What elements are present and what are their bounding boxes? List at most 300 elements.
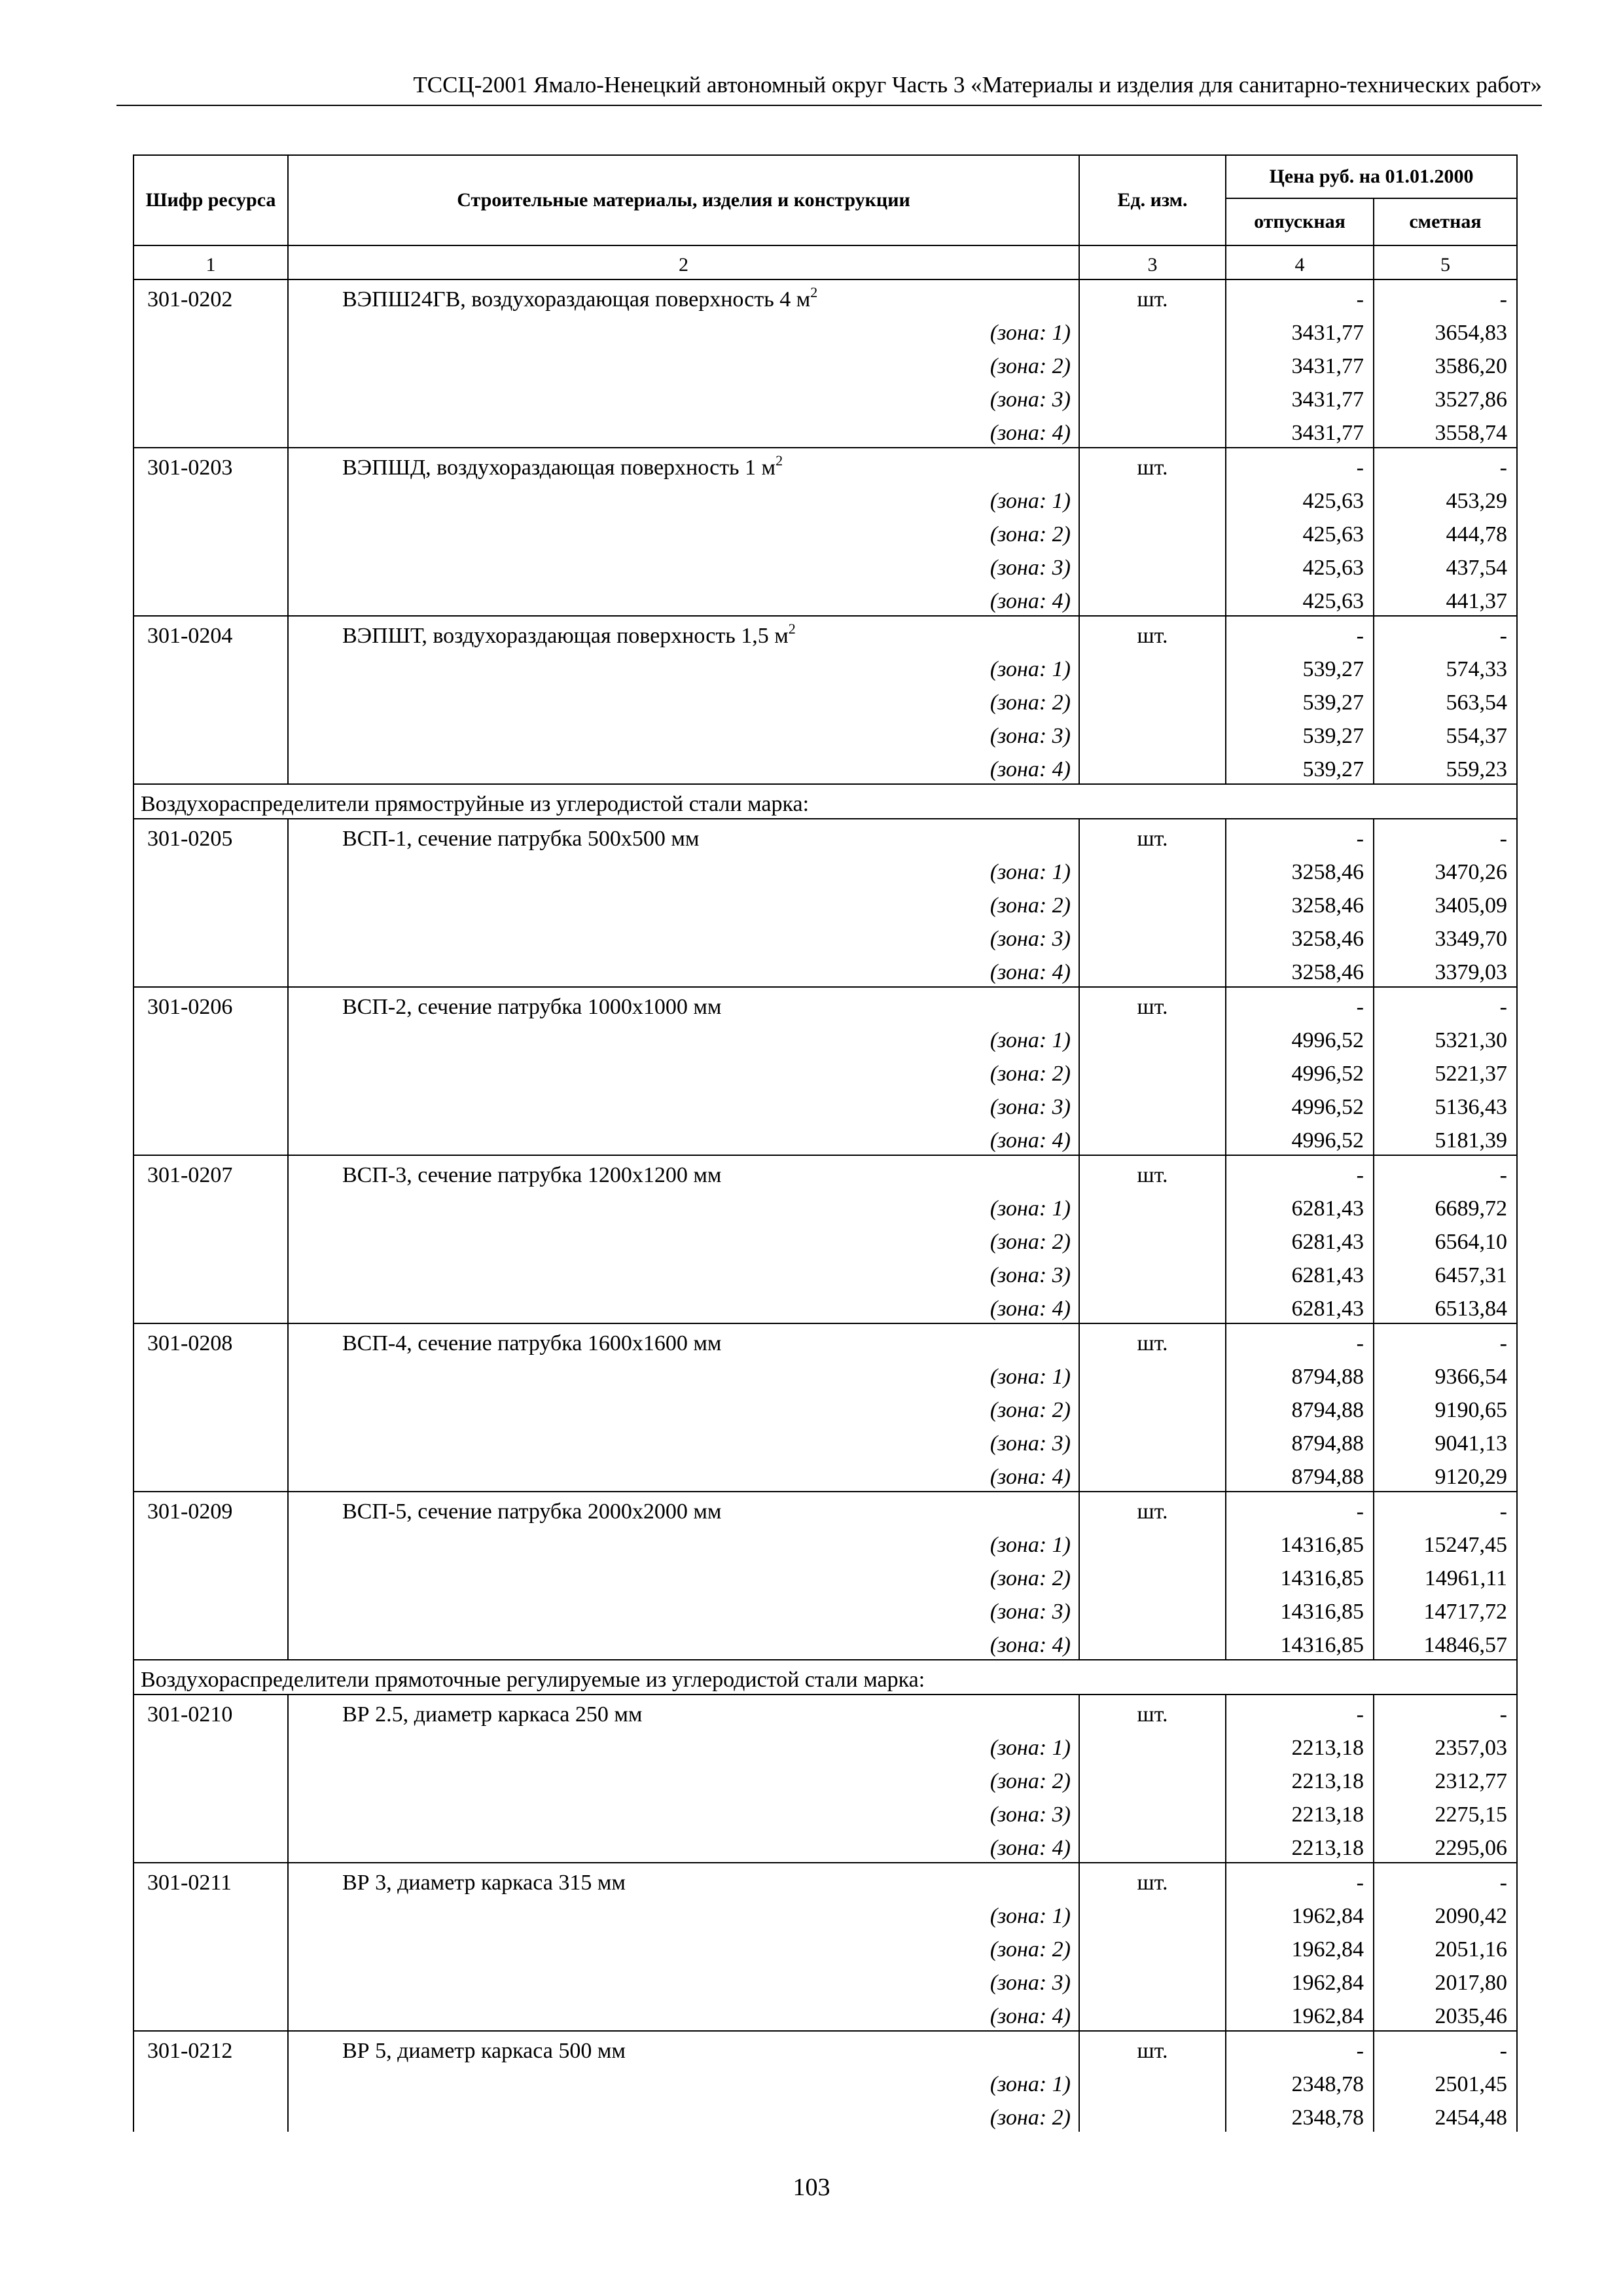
- release-price: [1226, 819, 1374, 853]
- estimate-price: [1374, 448, 1517, 482]
- estimate-price: [1374, 683, 1517, 717]
- zone-row: [134, 1897, 1517, 1930]
- resource-code: [134, 1492, 288, 1526]
- empty-cell: [1079, 414, 1226, 448]
- release-price-text: -: [1356, 624, 1364, 648]
- empty-cell: [1079, 750, 1226, 784]
- unit-cell: [1079, 1155, 1226, 1189]
- estimate-price: [1374, 1357, 1517, 1391]
- resource-code-text: 301-0211: [147, 1871, 232, 1895]
- zone-label: [288, 380, 1079, 414]
- zone-label: [288, 1289, 1079, 1323]
- estimate-price-text: 3586,20: [1435, 354, 1507, 378]
- empty-cell: [134, 1021, 288, 1054]
- estimate-price: [1374, 314, 1517, 347]
- release-price-text: 3431,77: [1291, 421, 1364, 445]
- zone-row: [134, 1121, 1517, 1155]
- release-price: [1226, 2065, 1374, 2098]
- unit-cell: [1079, 279, 1226, 314]
- estimate-price: [1374, 1054, 1517, 1088]
- column-number: 3: [1079, 245, 1226, 279]
- empty-cell: [1079, 380, 1226, 414]
- estimate-price-text: 3558,74: [1435, 421, 1507, 445]
- zone-label: [288, 1762, 1079, 1795]
- column-number: 2: [288, 245, 1079, 279]
- empty-cell: [134, 1424, 288, 1458]
- zone-label-text: (зона: 4): [990, 589, 1071, 613]
- resource-code: [134, 1695, 288, 1729]
- empty-cell: [134, 1054, 288, 1088]
- release-price-text: 1962,84: [1291, 1937, 1364, 1962]
- empty-cell: [134, 548, 288, 582]
- resource-code-text: 301-0208: [147, 1331, 233, 1355]
- zone-label: [288, 1897, 1079, 1930]
- release-price-text: -: [1356, 827, 1364, 851]
- zone-row: [134, 1762, 1517, 1795]
- empty-cell: [1079, 1289, 1226, 1323]
- release-price-text: 3258,46: [1291, 960, 1364, 984]
- unit-cell-text: шт.: [1137, 624, 1168, 648]
- zone-row: [134, 1526, 1517, 1559]
- empty-cell: [134, 2098, 288, 2132]
- release-price: [1226, 1088, 1374, 1121]
- zone-label-text: (зона: 4): [990, 757, 1071, 781]
- zone-label: [288, 1223, 1079, 1256]
- estimate-price-text: 559,23: [1446, 757, 1507, 781]
- zone-label-text: (зона: 2): [990, 2106, 1071, 2130]
- estimate-price-text: 5221,37: [1435, 1062, 1507, 1086]
- zone-label-text: (зона: 1): [990, 1365, 1071, 1389]
- unit-cell: [1079, 1695, 1226, 1729]
- release-price-text: 2213,18: [1291, 1836, 1364, 1860]
- resource-code-text: 301-0210: [147, 1702, 233, 1727]
- estimate-price-text: 453,29: [1446, 489, 1507, 513]
- estimate-price-text: 9366,54: [1435, 1365, 1507, 1389]
- zone-row: [134, 920, 1517, 953]
- unit-cell: [1079, 2031, 1226, 2065]
- release-price-text: 6281,43: [1291, 1297, 1364, 1321]
- estimate-price: [1374, 750, 1517, 784]
- zone-row: [134, 1256, 1517, 1289]
- release-price-text: 2213,18: [1291, 1803, 1364, 1827]
- estimate-price-text: 3349,70: [1435, 927, 1507, 951]
- zone-label-text: (зона: 4): [990, 1633, 1071, 1657]
- zone-label-text: (зона: 2): [990, 691, 1071, 715]
- estimate-price-text: -: [1499, 624, 1507, 648]
- item-name-text: ВР 2.5, диаметр каркаса 250 мм: [342, 1702, 643, 1727]
- zone-row: [134, 380, 1517, 414]
- estimate-price-text: -: [1499, 1499, 1507, 1524]
- estimate-price-text: 2357,03: [1435, 1736, 1507, 1760]
- estimate-price-text: 3470,26: [1435, 860, 1507, 884]
- estimate-price: [1374, 1829, 1517, 1863]
- zone-row: [134, 314, 1517, 347]
- release-price-text: 3431,77: [1291, 387, 1364, 412]
- estimate-price-text: 15247,45: [1423, 1533, 1507, 1557]
- release-price: [1226, 987, 1374, 1021]
- release-price-text: 6281,43: [1291, 1263, 1364, 1287]
- empty-cell: [134, 1088, 288, 1121]
- estimate-price-text: 2454,48: [1435, 2106, 1507, 2130]
- table-row: [134, 2031, 1517, 2065]
- estimate-price-text: 2051,16: [1435, 1937, 1507, 1962]
- zone-label: [288, 1626, 1079, 1660]
- zone-label: [288, 2065, 1079, 2098]
- estimate-price: [1374, 1088, 1517, 1121]
- price-table: [133, 154, 1518, 2132]
- page-number: 103: [793, 2174, 830, 2201]
- table-row: [134, 1695, 1517, 1729]
- release-price: [1226, 1695, 1374, 1729]
- unit-cell-text: шт.: [1137, 1702, 1168, 1727]
- zone-label: [288, 920, 1079, 953]
- empty-cell: [1079, 1391, 1226, 1424]
- zone-row: [134, 1223, 1517, 1256]
- empty-cell: [1079, 1526, 1226, 1559]
- release-price: [1226, 920, 1374, 953]
- resource-code: [134, 1863, 288, 1897]
- zone-row: [134, 1424, 1517, 1458]
- zone-label: [288, 1391, 1079, 1424]
- zone-row: [134, 1088, 1517, 1121]
- zone-label-text: (зона: 3): [990, 387, 1071, 412]
- release-price-text: -: [1356, 1871, 1364, 1895]
- release-price-text: -: [1356, 995, 1364, 1019]
- empty-cell: [1079, 1897, 1226, 1930]
- empty-cell: [1079, 886, 1226, 920]
- unit-cell: [1079, 448, 1226, 482]
- header-rule: [116, 105, 1542, 106]
- estimate-price: [1374, 853, 1517, 886]
- release-price: [1226, 1762, 1374, 1795]
- release-price-text: 425,63: [1302, 556, 1364, 580]
- table-body-c: [134, 1695, 1517, 2132]
- release-price-text: 8794,88: [1291, 1398, 1364, 1422]
- estimate-price-text: 563,54: [1446, 691, 1507, 715]
- estimate-price: [1374, 953, 1517, 987]
- unit-cell-text: шт.: [1137, 1331, 1168, 1355]
- zone-label: [288, 347, 1079, 380]
- empty-cell: [1079, 1357, 1226, 1391]
- estimate-price: [1374, 920, 1517, 953]
- empty-cell: [1079, 2098, 1226, 2132]
- release-price: [1226, 1357, 1374, 1391]
- item-name: [288, 1323, 1079, 1357]
- release-price: [1226, 1559, 1374, 1592]
- zone-row: [134, 683, 1517, 717]
- superscript: 2: [788, 620, 796, 637]
- zone-label-text: (зона: 2): [990, 354, 1071, 378]
- release-price-text: 14316,85: [1280, 1600, 1364, 1624]
- zone-label-text: (зона: 2): [990, 1062, 1071, 1086]
- table-row: [134, 1323, 1517, 1357]
- estimate-price: [1374, 886, 1517, 920]
- estimate-price: [1374, 1964, 1517, 1997]
- unit-cell: [1079, 1323, 1226, 1357]
- estimate-price: [1374, 347, 1517, 380]
- zone-label-text: (зона: 1): [990, 1196, 1071, 1221]
- estimate-price-text: -: [1499, 1163, 1507, 1187]
- release-price-text: 539,27: [1302, 691, 1364, 715]
- release-price-text: 425,63: [1302, 589, 1364, 613]
- release-price-text: -: [1356, 1702, 1364, 1727]
- zone-label-text: (зона: 2): [990, 1566, 1071, 1590]
- empty-cell: [134, 482, 288, 515]
- zone-label-text: (зона: 1): [990, 321, 1071, 345]
- section-row-b: [134, 784, 1517, 819]
- zone-label-text: (зона: 4): [990, 1465, 1071, 1489]
- zone-label: [288, 1256, 1079, 1289]
- release-price: [1226, 448, 1374, 482]
- zone-row: [134, 1930, 1517, 1964]
- release-price: [1226, 1155, 1374, 1189]
- estimate-price-text: 554,37: [1446, 724, 1507, 748]
- empty-cell: [134, 582, 288, 616]
- release-price: [1226, 314, 1374, 347]
- item-name: [288, 1863, 1079, 1897]
- zone-row: [134, 1795, 1517, 1829]
- empty-cell: [1079, 515, 1226, 548]
- estimate-price-text: 3405,09: [1435, 893, 1507, 918]
- empty-cell: [134, 515, 288, 548]
- empty-cell: [134, 380, 288, 414]
- release-price-text: 3258,46: [1291, 893, 1364, 918]
- zone-label-text: (зона: 3): [990, 556, 1071, 580]
- superscript: 2: [776, 452, 783, 469]
- empty-cell: [1079, 1626, 1226, 1660]
- estimate-price-text: 2501,45: [1435, 2072, 1507, 2096]
- zone-label: [288, 414, 1079, 448]
- estimate-price-text: 6457,31: [1435, 1263, 1507, 1287]
- unit-cell: [1079, 819, 1226, 853]
- zone-label: [288, 1592, 1079, 1626]
- estimate-price-text: 9041,13: [1435, 1431, 1507, 1456]
- release-price: [1226, 1829, 1374, 1863]
- release-price: [1226, 1458, 1374, 1492]
- empty-cell: [134, 414, 288, 448]
- estimate-price-text: 2017,80: [1435, 1971, 1507, 1995]
- zone-row: [134, 482, 1517, 515]
- zone-row: [134, 1829, 1517, 1863]
- release-price-text: 3258,46: [1291, 927, 1364, 951]
- release-price: [1226, 1021, 1374, 1054]
- empty-cell: [1079, 953, 1226, 987]
- empty-cell: [1079, 683, 1226, 717]
- estimate-price-text: 2275,15: [1435, 1803, 1507, 1827]
- table-row: [134, 819, 1517, 853]
- empty-cell: [134, 1357, 288, 1391]
- unit-cell-text: шт.: [1137, 2039, 1168, 2063]
- estimate-price: [1374, 2065, 1517, 2098]
- zone-label-text: (зона: 1): [990, 1533, 1071, 1557]
- resource-code-text: 301-0204: [147, 624, 233, 648]
- empty-cell: [134, 717, 288, 750]
- empty-cell: [1079, 482, 1226, 515]
- estimate-price-text: -: [1499, 1871, 1507, 1895]
- estimate-price: [1374, 1492, 1517, 1526]
- release-price-text: 3258,46: [1291, 860, 1364, 884]
- resource-code: [134, 616, 288, 650]
- resource-code: [134, 1323, 288, 1357]
- zone-label-text: (зона: 1): [990, 1736, 1071, 1760]
- item-name: [288, 819, 1079, 853]
- zone-row: [134, 1592, 1517, 1626]
- zone-label: [288, 1526, 1079, 1559]
- release-price: [1226, 1323, 1374, 1357]
- zone-label: [288, 2098, 1079, 2132]
- zone-row: [134, 1289, 1517, 1323]
- empty-cell: [1079, 1223, 1226, 1256]
- estimate-price: [1374, 414, 1517, 448]
- zone-row: [134, 1021, 1517, 1054]
- empty-cell: [134, 1189, 288, 1223]
- zone-label-text: (зона: 3): [990, 927, 1071, 951]
- zone-label-text: (зона: 4): [990, 1128, 1071, 1153]
- release-price: [1226, 515, 1374, 548]
- item-name-text: ВР 5, диаметр каркаса 500 мм: [342, 2039, 626, 2063]
- table-row: [134, 1863, 1517, 1897]
- release-price-text: 8794,88: [1291, 1465, 1364, 1489]
- empty-cell: [1079, 1964, 1226, 1997]
- zone-label: [288, 886, 1079, 920]
- zone-row: [134, 1729, 1517, 1762]
- release-price-text: 6281,43: [1291, 1196, 1364, 1221]
- resource-code-text: 301-0207: [147, 1163, 233, 1187]
- unit-cell: [1079, 616, 1226, 650]
- estimate-price: [1374, 616, 1517, 650]
- unit-cell-text: шт.: [1137, 287, 1168, 312]
- release-price: [1226, 2098, 1374, 2132]
- empty-cell: [1079, 1729, 1226, 1762]
- estimate-price-text: 3379,03: [1435, 960, 1507, 984]
- resource-code: [134, 2031, 288, 2065]
- estimate-price-text: -: [1499, 456, 1507, 480]
- zone-row: [134, 1189, 1517, 1223]
- release-price-text: 1962,84: [1291, 2004, 1364, 2028]
- empty-cell: [1079, 1189, 1226, 1223]
- estimate-price: [1374, 279, 1517, 314]
- release-price-text: 1962,84: [1291, 1971, 1364, 1995]
- release-price: [1226, 853, 1374, 886]
- estimate-price-text: 6689,72: [1435, 1196, 1507, 1221]
- estimate-price-text: 14717,72: [1423, 1600, 1507, 1624]
- zone-label-text: (зона: 3): [990, 1095, 1071, 1119]
- release-price-text: 8794,88: [1291, 1431, 1364, 1456]
- estimate-price-text: 444,78: [1446, 522, 1507, 547]
- zone-label: [288, 650, 1079, 683]
- resource-code-text: 301-0202: [147, 287, 233, 312]
- zone-row: [134, 347, 1517, 380]
- zone-label-text: (зона: 2): [990, 1769, 1071, 1793]
- estimate-price: [1374, 582, 1517, 616]
- header-release-price: отпускная: [1226, 198, 1374, 245]
- empty-cell: [1079, 1795, 1226, 1829]
- item-name: [288, 616, 1079, 650]
- estimate-price: [1374, 987, 1517, 1021]
- release-price: [1226, 953, 1374, 987]
- zone-label: [288, 683, 1079, 717]
- resource-code-text: 301-0206: [147, 995, 233, 1019]
- table-body-b: [134, 819, 1517, 1660]
- empty-cell: [1079, 717, 1226, 750]
- release-price-text: -: [1356, 1163, 1364, 1187]
- empty-cell: [134, 2065, 288, 2098]
- estimate-price: [1374, 2031, 1517, 2065]
- item-name: [288, 1695, 1079, 1729]
- estimate-price: [1374, 1592, 1517, 1626]
- estimate-price-text: 6513,84: [1435, 1297, 1507, 1321]
- zone-label-text: (зона: 4): [990, 1836, 1071, 1860]
- zone-row: [134, 1391, 1517, 1424]
- item-name-text: ВСП-2, сечение патрубка 1000х1000 мм: [342, 995, 722, 1019]
- item-name-text: ВСП-5, сечение патрубка 2000х2000 мм: [342, 1499, 722, 1524]
- unit-cell-text: шт.: [1137, 456, 1168, 480]
- release-price-text: 4996,52: [1291, 1028, 1364, 1052]
- empty-cell: [134, 1559, 288, 1592]
- estimate-price-text: 3527,86: [1435, 387, 1507, 412]
- item-name: [288, 2031, 1079, 2065]
- zone-label-text: (зона: 3): [990, 1431, 1071, 1456]
- zone-label-text: (зона: 1): [990, 1028, 1071, 1052]
- zone-label: [288, 515, 1079, 548]
- release-price: [1226, 582, 1374, 616]
- empty-cell: [134, 953, 288, 987]
- unit-cell-text: шт.: [1137, 827, 1168, 851]
- estimate-price-text: 9120,29: [1435, 1465, 1507, 1489]
- zone-label: [288, 1729, 1079, 1762]
- zone-row: [134, 1559, 1517, 1592]
- zone-row: [134, 853, 1517, 886]
- estimate-price: [1374, 1559, 1517, 1592]
- estimate-price-text: 437,54: [1446, 556, 1507, 580]
- zone-label: [288, 1189, 1079, 1223]
- estimate-price: [1374, 650, 1517, 683]
- empty-cell: [134, 347, 288, 380]
- item-name-text: ВЭПШТ, воздухораздающая поверхность 1,5 м: [342, 624, 789, 648]
- zone-label: [288, 1930, 1079, 1964]
- empty-cell: [1079, 1829, 1226, 1863]
- estimate-price-text: 3654,83: [1435, 321, 1507, 345]
- release-price-text: 3431,77: [1291, 321, 1364, 345]
- empty-cell: [134, 314, 288, 347]
- header-code: Шифр ресурса: [134, 155, 288, 245]
- resource-code: [134, 1155, 288, 1189]
- zone-label-text: (зона: 3): [990, 724, 1071, 748]
- resource-code-text: 301-0212: [147, 2039, 233, 2063]
- release-price-text: -: [1356, 1499, 1364, 1524]
- estimate-price-text: 2035,46: [1435, 2004, 1507, 2028]
- empty-cell: [134, 1729, 288, 1762]
- release-price: [1226, 1391, 1374, 1424]
- estimate-price: [1374, 1391, 1517, 1424]
- release-price-text: 2348,78: [1291, 2106, 1364, 2130]
- zone-label: [288, 1795, 1079, 1829]
- empty-cell: [134, 1391, 288, 1424]
- empty-cell: [1079, 1121, 1226, 1155]
- estimate-price: [1374, 1526, 1517, 1559]
- release-price: [1226, 1121, 1374, 1155]
- header-price: Цена руб. на 01.01.2000: [1226, 155, 1517, 198]
- zone-label: [288, 1458, 1079, 1492]
- zone-label-text: (зона: 1): [990, 2072, 1071, 2096]
- item-name: [288, 448, 1079, 482]
- zone-row: [134, 2098, 1517, 2132]
- release-price: [1226, 482, 1374, 515]
- empty-cell: [1079, 1088, 1226, 1121]
- empty-cell: [134, 1897, 288, 1930]
- release-price-text: 2348,78: [1291, 2072, 1364, 2096]
- empty-cell: [1079, 853, 1226, 886]
